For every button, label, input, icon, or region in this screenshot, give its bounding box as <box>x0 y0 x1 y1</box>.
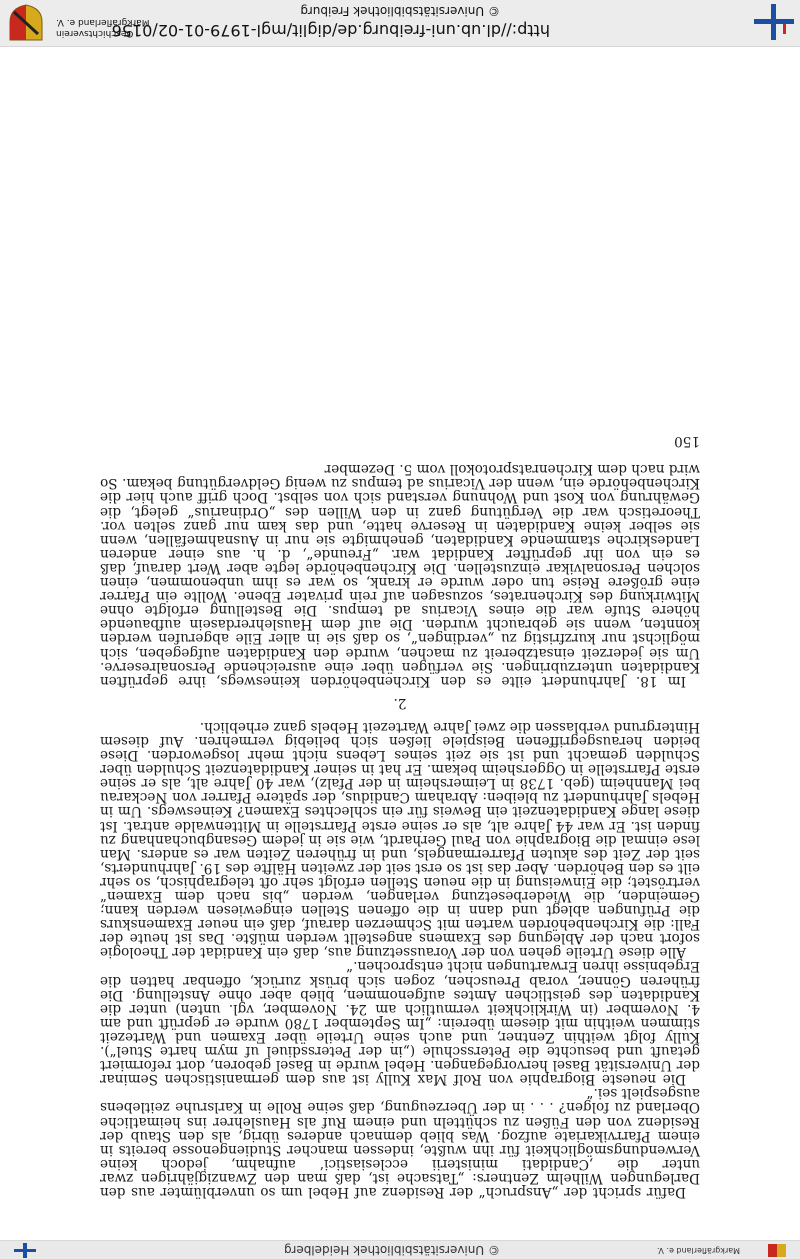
paragraph: Die neueste Biographie von Rolf Max Kully ist aus dem germanistischen Seminar der Universität Basel hervorgegangen. Hebel wurde in Basel geboren, dort reformiert getauft und besuchte die Petersschule („in der Peterssdiuel uf mym harte Stuel“). Kully folgt weithin Zentner, und auch seine Urteile über Examen und Wartezeit stimmen weithin mit diesem überein: „Im September 1780 wurde er geprüft und am 4. November (in Wirklichkeit vermutlich am 24. November, vgl. unten) unter die Kandidaten des geistlichen Amtes aufgenommen, blieb aber ohne Anstellung. Die früheren Gönner, vorab Preuschen, zogen sich brüsk zurück, offenbar hatten die Ergebnisse ihren Erwartungen nicht entsprochen.“ <box>100 958 700 1088</box>
section-number: 2. <box>393 694 407 711</box>
paragraph: Dafür spricht der „Anspruch“ der Residenz auf Hebel um so unverblümter aus den Darlegungen Wilhelm Zentners: „Tatsache ist, daß man den Zwanzigjährigen zwar unter die ‚Candidati ministerii ecclesiastici‘ aufnahm, jedoch keine Verwendungsmöglichkeit für ihn wußte, indessen mancher Studiengenosse bereits in einem Pfarrvikariate aufzog. Was blieb demnach anderes übrig, als den Staub der Residenz von den Füßen zu schütteln und einem Ruf als Hauslehrer ins heimatliche Oberland zu folgen? . . . in der Überzeugung, daß seine Rolle in Karlsruhe zeitlebens ausgespielt sei.“ <box>100 1085 700 1200</box>
paragraph: Im 18. Jahrhundert eilte es den Kirchenbehörden keineswegs, ihre geprüften Kandidaten unterzubringen. Sie verfügen über eine ausreichende Personalreserve. Um sie jederzeit einsatzbereit zu machen, wurde den Kandidaten aufgegeben, sich möglichst nur kurzfristig zu „verdingen“, so daß sie in aller Eile abgerufen werden konnten, wenn sie gebraucht wurden. Die auf dem Hauslehrerdasein aufbauende höhere Stufe war die eines Vicarius ad tempus. Die Bestellung erfolgte ohne Mitwirkung des Kirchenrates, sozusagen auf rein privater Ebene. Wollte ein Pfarrer eine größere Reise tun oder wurde er krank, so war es ihm unbenommen, einen solchen Personalvikar einzustellen. Die Kirchenbehörde legte aber Wert darauf, daß es ein von ihr geprüfter Kandidat war. „Freunde“, d. h. aus einer anderen Landeskirche stammende Kandidaten, genehmigte sie nur in Ausnahmefällen, wenn sie selber keine Kandidaten in Reserve hatte, und das kam nur ganz selten vor. Theoretisch war die Vergütung ganz in den Willen des „Ordinarius“ gelegt, die Gewährung von Kost und Wohnung verstand sich von selbst. Doch griff auch hier die Kirchenbehörde ein, wenn der Vicarius ad tempus zu wenig Geldvergütung bekam. So wird nach dem Kirchenratsprotokoll vom 5. Dezember <box>100 461 700 689</box>
library-logo-icon <box>14 1243 36 1258</box>
association-crest-icon <box>766 1243 788 1258</box>
heraldic-crest-icon <box>8 4 44 42</box>
document-body <box>100 434 700 1199</box>
header-credit: © Universitätsbibliothek Heidelberg <box>283 1243 500 1257</box>
page-number: 150 <box>674 433 700 450</box>
footer-bar <box>0 0 800 47</box>
paragraph: Alle diese Urteile gehen von der Voraussetzung aus, daß ein Kandidat der Theologie sofort nach der Ablegung des Examens angestellt werden müßte. Das ist heute der Fall: die Kirchenbehörden warten mit Schmerzen darauf, daß ein neuer Examenskurs die Prüfungen ablegt und dann in die offenen Stellen eingewiesen werden kann; Gemeinden, die Wiederbesetzung verlangen, werden „bis nach dem Examen“ vertröstet; die Einweisung in die neuen Stellen erfolgt sehr oft telegraphisch, so sehr eilt es den Behörden. Aber das ist so erst seit der zweiten Hälfte des 19. Jahrhunderts, seit der Zeit des akuten Pfarrermangels, und in früheren Zeiten war es anders. Man lese einmal die Biographie von Paul Gerhardt, wie sie in jedem Gesangbuchanhang zu finden ist. Er war 44 Jahre alt, als er seine erste Pfarrstelle in Mittenwalde antrat. Ist diese lange Kandidatenzeit ein Beweis für ein schlechtes Examen? Keineswegs. Um in Hebels Jahrhundert zu bleiben: Abraham Candidus, der spätere Pfarrer von Neckarau bei Mannheim (geb. 1738 in Leimersheim in der Pfalz), war 40 Jahre alt, als er seine erste Pfarrstelle in Oggersheim bekam. Er hat in seiner Kandidatenzeit Schulden über Schulden gemacht und ist sie zeit seines Lebens nicht mehr losgeworden. Diese beiden herausgegriffenen Beispiele ließen sich beliebig vermehren. Auf diesem Hintergrund verblassen die zwei Jahre Wartezeit Hebels ganz erheblich. <box>100 718 700 961</box>
university-library-logo-icon <box>754 4 794 40</box>
header-bar <box>0 1240 800 1259</box>
header-association: Markgräflerland e. V. <box>656 1246 740 1255</box>
footer-credit: © Universitätsbibliothek Freiburg <box>300 4 500 18</box>
document-url-link[interactable]: http://dl.ub.uni-freiburg.de/diglit/mgl-1979-01-02/0156 <box>111 21 550 40</box>
footer-association: Geschichtsverein Markgräflerland e. V. <box>56 17 150 38</box>
